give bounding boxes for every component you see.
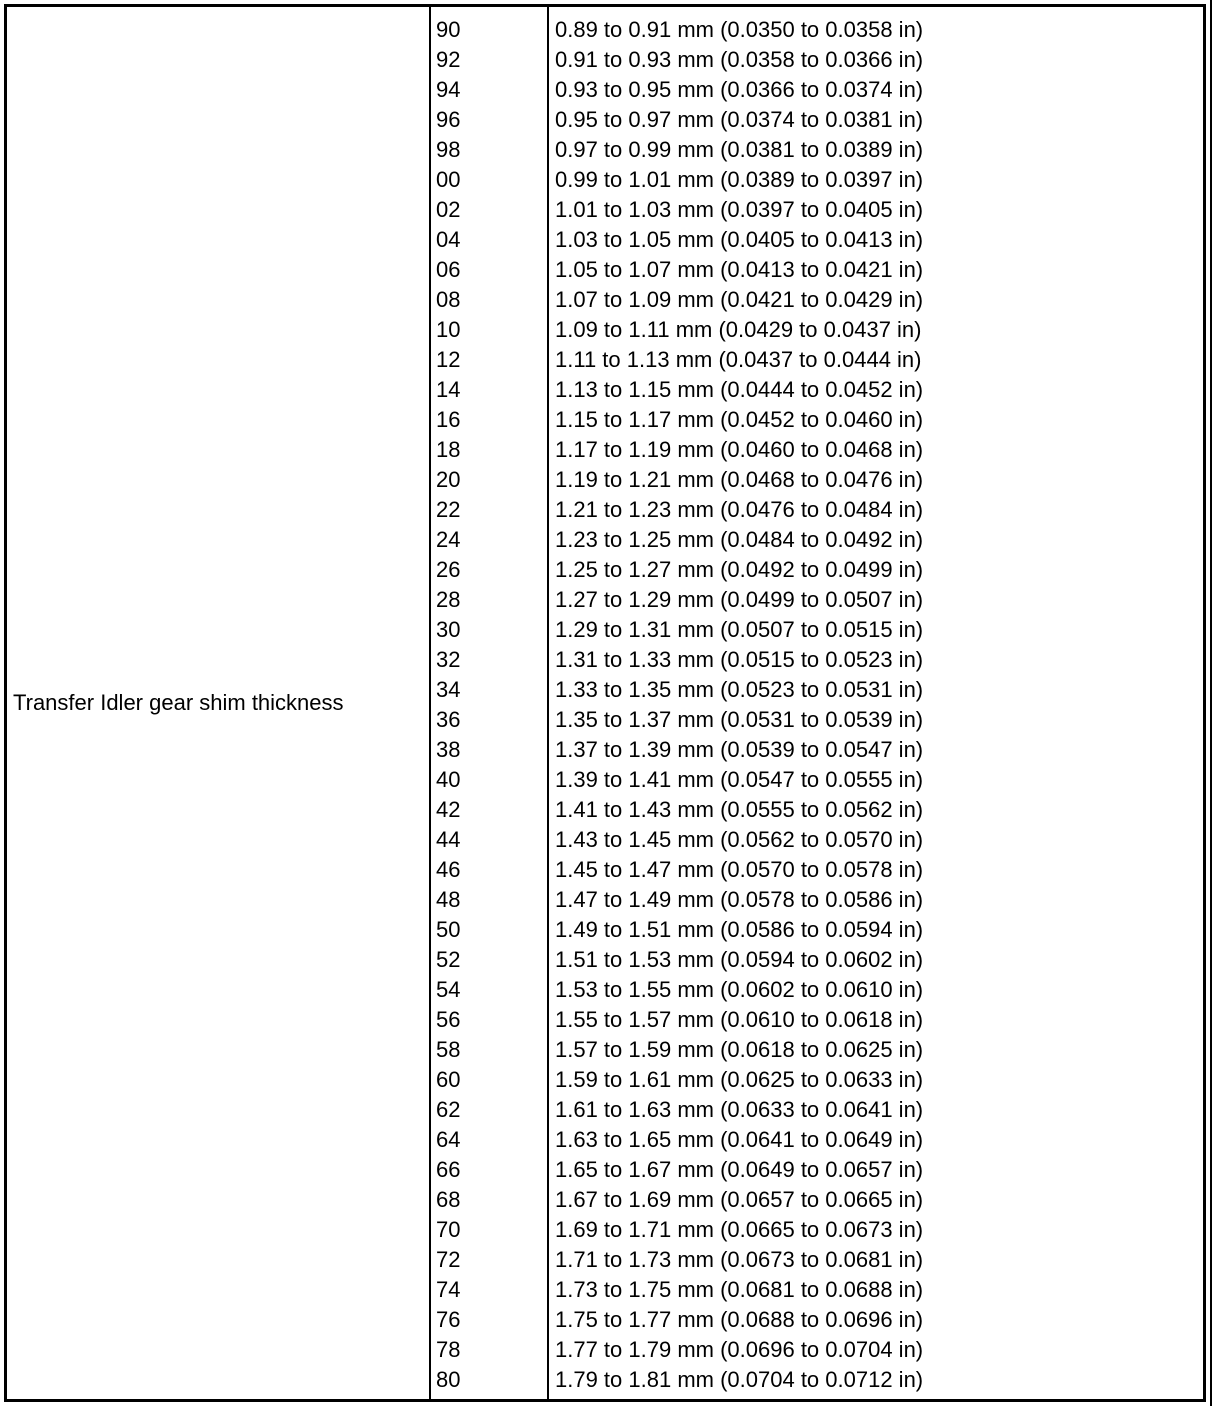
thickness-range-cell: 1.47 to 1.49 mm (0.0578 to 0.0586 in) bbox=[555, 887, 924, 912]
thickness-range-cell: 0.95 to 0.97 mm (0.0374 to 0.0381 in) bbox=[555, 107, 924, 132]
shim-code-cell: 00 bbox=[436, 167, 461, 192]
shim-code-column bbox=[431, 7, 549, 1399]
thickness-range-cell: 1.07 to 1.09 mm (0.0421 to 0.0429 in) bbox=[555, 287, 924, 312]
thickness-range-cell: 1.15 to 1.17 mm (0.0452 to 0.0460 in) bbox=[555, 407, 924, 432]
thickness-range-cell: 1.05 to 1.07 mm (0.0413 to 0.0421 in) bbox=[555, 257, 924, 282]
shim-code-cell: 04 bbox=[436, 227, 461, 252]
shim-code-cell: 16 bbox=[436, 407, 461, 432]
shim-code-cell: 48 bbox=[436, 887, 461, 912]
thickness-range-cell: 1.79 to 1.81 mm (0.0704 to 0.0712 in) bbox=[555, 1367, 924, 1392]
thickness-range-cell: 1.53 to 1.55 mm (0.0602 to 0.0610 in) bbox=[555, 977, 924, 1002]
shim-code-cell: 90 bbox=[436, 17, 461, 42]
thickness-range-cell: 1.77 to 1.79 mm (0.0696 to 0.0704 in) bbox=[555, 1337, 924, 1362]
thickness-range-cell: 1.25 to 1.27 mm (0.0492 to 0.0499 in) bbox=[555, 557, 924, 582]
shim-code-cell: 44 bbox=[436, 827, 461, 852]
thickness-range-cell: 1.19 to 1.21 mm (0.0468 to 0.0476 in) bbox=[555, 467, 924, 492]
shim-code-cell: 60 bbox=[436, 1067, 461, 1092]
page-edge bbox=[1206, 0, 1216, 1406]
shim-code-cell: 20 bbox=[436, 467, 461, 492]
shim-code-list bbox=[431, 15, 547, 1395]
thickness-range-cell: 1.63 to 1.65 mm (0.0641 to 0.0649 in) bbox=[555, 1127, 924, 1152]
shim-code-cell: 24 bbox=[436, 527, 461, 552]
thickness-range-cell: 0.89 to 0.91 mm (0.0350 to 0.0358 in) bbox=[555, 17, 924, 42]
row-label: Transfer Idler gear shim thickness bbox=[13, 690, 344, 715]
thickness-range-cell: 1.55 to 1.57 mm (0.0610 to 0.0618 in) bbox=[555, 1007, 924, 1032]
thickness-range-cell: 0.93 to 0.95 mm (0.0366 to 0.0374 in) bbox=[555, 77, 924, 102]
thickness-range-cell: 1.51 to 1.53 mm (0.0594 to 0.0602 in) bbox=[555, 947, 924, 972]
shim-code-cell: 30 bbox=[436, 617, 461, 642]
thickness-range-cell: 1.09 to 1.11 mm (0.0429 to 0.0437 in) bbox=[555, 317, 922, 342]
shim-code-cell: 42 bbox=[436, 797, 461, 822]
thickness-range-cell: 1.71 to 1.73 mm (0.0673 to 0.0681 in) bbox=[555, 1247, 924, 1272]
shim-code-cell: 56 bbox=[436, 1007, 461, 1032]
thickness-range-cell: 1.03 to 1.05 mm (0.0405 to 0.0413 in) bbox=[555, 227, 924, 252]
shim-code-cell: 58 bbox=[436, 1037, 461, 1062]
thickness-range-cell: 1.35 to 1.37 mm (0.0531 to 0.0539 in) bbox=[555, 707, 924, 732]
thickness-range-cell: 1.45 to 1.47 mm (0.0570 to 0.0578 in) bbox=[555, 857, 924, 882]
thickness-range-cell: 1.23 to 1.25 mm (0.0484 to 0.0492 in) bbox=[555, 527, 924, 552]
thickness-range-cell: 1.43 to 1.45 mm (0.0562 to 0.0570 in) bbox=[555, 827, 924, 852]
thickness-range-cell: 1.21 to 1.23 mm (0.0476 to 0.0484 in) bbox=[555, 497, 924, 522]
shim-code-cell: 14 bbox=[436, 377, 461, 402]
thickness-range-cell: 0.97 to 0.99 mm (0.0381 to 0.0389 in) bbox=[555, 137, 924, 162]
shim-code-cell: 64 bbox=[436, 1127, 461, 1152]
shim-code-cell: 34 bbox=[436, 677, 461, 702]
shim-code-cell: 66 bbox=[436, 1157, 461, 1182]
shim-code-cell: 68 bbox=[436, 1187, 461, 1212]
thickness-range-list bbox=[549, 15, 1203, 1395]
thickness-range-cell: 1.37 to 1.39 mm (0.0539 to 0.0547 in) bbox=[555, 737, 924, 762]
shim-code-cell: 22 bbox=[436, 497, 461, 522]
thickness-range-cell: 1.27 to 1.29 mm (0.0499 to 0.0507 in) bbox=[555, 587, 924, 612]
shim-code-cell: 52 bbox=[436, 947, 461, 972]
thickness-range-cell: 1.01 to 1.03 mm (0.0397 to 0.0405 in) bbox=[555, 197, 924, 222]
shim-code-cell: 74 bbox=[436, 1277, 461, 1302]
shim-code-cell: 18 bbox=[436, 437, 461, 462]
shim-code-cell: 94 bbox=[436, 77, 461, 102]
thickness-range-cell: 1.41 to 1.43 mm (0.0555 to 0.0562 in) bbox=[555, 797, 924, 822]
shim-code-cell: 62 bbox=[436, 1097, 461, 1122]
shim-code-cell: 28 bbox=[436, 587, 461, 612]
shim-code-cell: 26 bbox=[436, 557, 461, 582]
shim-thickness-table bbox=[4, 4, 1206, 1402]
label-column bbox=[7, 7, 431, 1399]
thickness-range-cell: 1.73 to 1.75 mm (0.0681 to 0.0688 in) bbox=[555, 1277, 924, 1302]
shim-code-cell: 50 bbox=[436, 917, 461, 942]
thickness-range-cell: 1.29 to 1.31 mm (0.0507 to 0.0515 in) bbox=[555, 617, 924, 642]
thickness-range-cell: 1.61 to 1.63 mm (0.0633 to 0.0641 in) bbox=[555, 1097, 924, 1122]
shim-code-cell: 02 bbox=[436, 197, 461, 222]
thickness-range-cell: 1.67 to 1.69 mm (0.0657 to 0.0665 in) bbox=[555, 1187, 924, 1212]
thickness-range-cell: 1.31 to 1.33 mm (0.0515 to 0.0523 in) bbox=[555, 647, 924, 672]
thickness-range-cell: 1.59 to 1.61 mm (0.0625 to 0.0633 in) bbox=[555, 1067, 924, 1092]
thickness-range-cell: 1.13 to 1.15 mm (0.0444 to 0.0452 in) bbox=[555, 377, 924, 402]
thickness-range-cell: 1.33 to 1.35 mm (0.0523 to 0.0531 in) bbox=[555, 677, 924, 702]
shim-code-cell: 70 bbox=[436, 1217, 461, 1242]
shim-code-cell: 12 bbox=[436, 347, 461, 372]
thickness-range-cell: 1.75 to 1.77 mm (0.0688 to 0.0696 in) bbox=[555, 1307, 924, 1332]
thickness-range-cell: 0.91 to 0.93 mm (0.0358 to 0.0366 in) bbox=[555, 47, 924, 72]
shim-code-cell: 08 bbox=[436, 287, 461, 312]
shim-code-cell: 10 bbox=[436, 317, 461, 342]
shim-code-cell: 80 bbox=[436, 1367, 461, 1392]
thickness-range-cell: 1.65 to 1.67 mm (0.0649 to 0.0657 in) bbox=[555, 1157, 924, 1182]
thickness-range-cell: 0.99 to 1.01 mm (0.0389 to 0.0397 in) bbox=[555, 167, 924, 192]
shim-code-cell: 92 bbox=[436, 47, 461, 72]
thickness-range-cell: 1.39 to 1.41 mm (0.0547 to 0.0555 in) bbox=[555, 767, 924, 792]
shim-code-cell: 98 bbox=[436, 137, 461, 162]
shim-code-cell: 36 bbox=[436, 707, 461, 732]
shim-code-cell: 06 bbox=[436, 257, 461, 282]
thickness-range-cell: 1.17 to 1.19 mm (0.0460 to 0.0468 in) bbox=[555, 437, 924, 462]
shim-code-cell: 46 bbox=[436, 857, 461, 882]
shim-code-cell: 38 bbox=[436, 737, 461, 762]
thickness-range-column bbox=[549, 7, 1203, 1399]
shim-code-cell: 32 bbox=[436, 647, 461, 672]
thickness-range-cell: 1.11 to 1.13 mm (0.0437 to 0.0444 in) bbox=[555, 347, 922, 372]
shim-code-cell: 76 bbox=[436, 1307, 461, 1332]
shim-code-cell: 78 bbox=[436, 1337, 461, 1362]
shim-code-cell: 72 bbox=[436, 1247, 461, 1272]
shim-code-cell: 96 bbox=[436, 107, 461, 132]
thickness-range-cell: 1.57 to 1.59 mm (0.0618 to 0.0625 in) bbox=[555, 1037, 924, 1062]
thickness-range-cell: 1.49 to 1.51 mm (0.0586 to 0.0594 in) bbox=[555, 917, 924, 942]
thickness-range-cell: 1.69 to 1.71 mm (0.0665 to 0.0673 in) bbox=[555, 1217, 924, 1242]
shim-code-cell: 54 bbox=[436, 977, 461, 1002]
shim-code-cell: 40 bbox=[436, 767, 461, 792]
